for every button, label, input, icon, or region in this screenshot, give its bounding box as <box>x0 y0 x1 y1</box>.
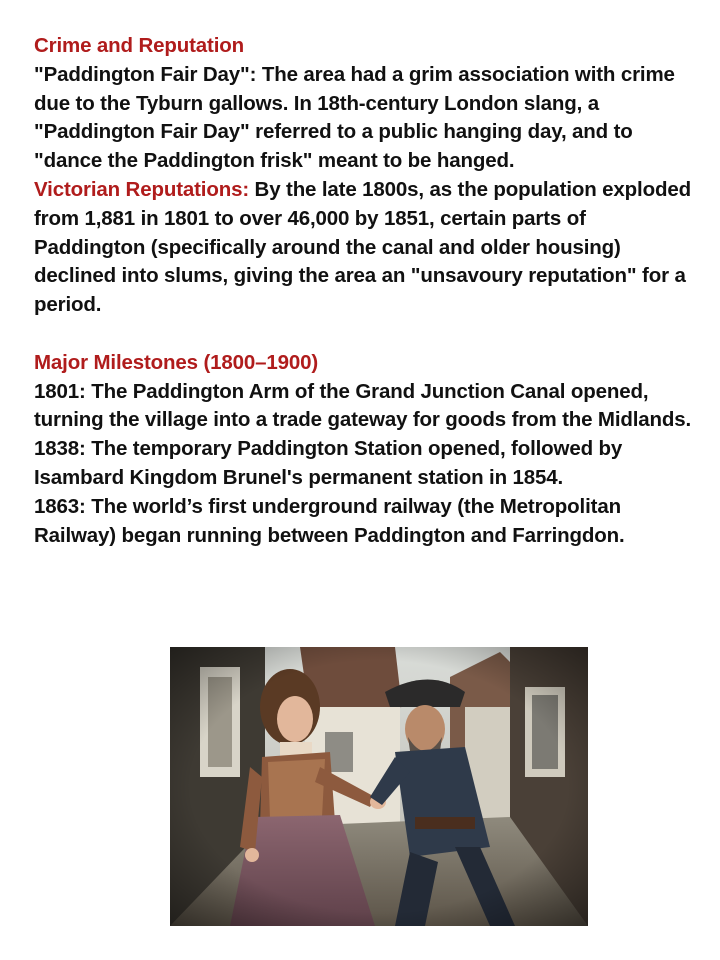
milestone-item: 1863: The world’s first underground railway (the Metropolitan Railway) began running between Paddington and Farringdon. <box>34 494 625 547</box>
paragraph-paddington-fair-day: "Paddington Fair Day": The area had a grim association with crime due to the Tyburn gallows. In 18th-century London slang, a "Paddington Fair Day" referred to a public hanging day, and to "dance the Paddington frisk" meant to be hanged. <box>34 62 675 173</box>
paragraph-victorian-reputations <box>34 176 694 320</box>
paragraph-victorian-body: By the late 1800s, as the population exploded from 1,881 in 1801 to over 46,000 by 1851, certain parts of Paddington (specifically around the canal and older housing) declined into slums, giving the area an "unsavoury reputation" for a period. <box>34 177 691 317</box>
milestone-item: 1801: The Paddington Arm of the Grand Junction Canal opened, turning the village into a trade gateway for goods from the Midlands. <box>34 379 692 432</box>
spacer <box>34 320 694 349</box>
document-body <box>34 32 694 550</box>
street-scene-image <box>170 647 588 926</box>
milestone-item: 1838: The temporary Paddington Station opened, followed by Isambard Kingdom Brunel's permanent station in 1854. <box>34 437 623 489</box>
illustration-photo <box>170 647 588 926</box>
inline-heading-victorian: Victorian Reputations: <box>34 177 250 201</box>
section-heading-milestones: Major Milestones (1800–1900) <box>34 350 319 374</box>
section-heading-crime: Crime and Reputation <box>34 34 244 57</box>
